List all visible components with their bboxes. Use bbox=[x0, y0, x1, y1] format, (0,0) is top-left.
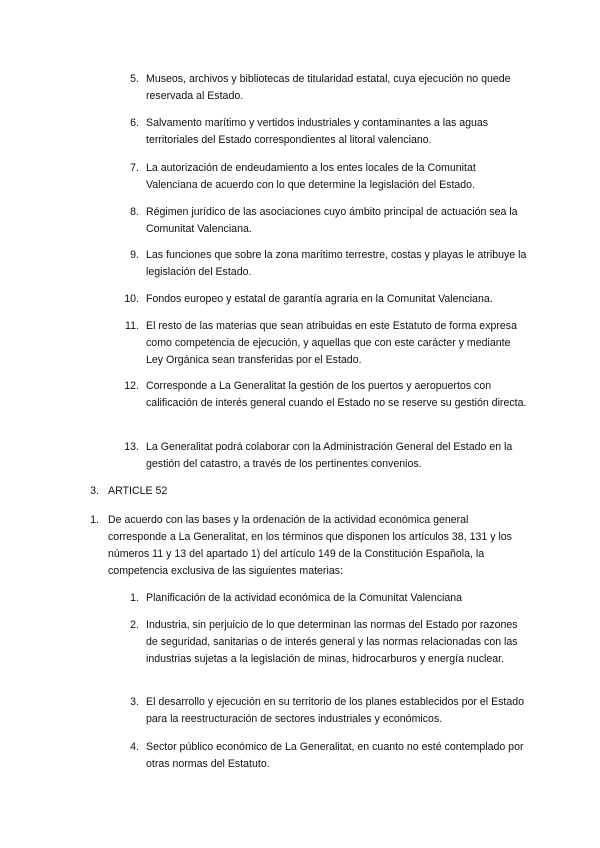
list-item bbox=[126, 160, 530, 194]
article-heading-number: 3. bbox=[90, 485, 99, 497]
list-item bbox=[126, 71, 530, 105]
list-item bbox=[126, 247, 530, 281]
list-item-text: Industria, sin perjuicio de lo que determinan las normas del Estado por razones de seguridad, sanitarias o de interés general y las normas relacionadas con las industrias sujetas a la legislación de minas, hidrocarburos y energía nuclear. bbox=[146, 619, 518, 665]
list-item-number: 12. bbox=[124, 380, 139, 392]
list-item-text: Sector público económico de La Generalitat, en cuanto no esté contemplado por otras normas del Estatuto. bbox=[146, 741, 524, 770]
list-item-text: Salvamento marítimo y vertidos industriales y contaminantes a las aguas territoriales del Estado correspondientes al litoral valenciano. bbox=[146, 117, 489, 146]
list-item-number: 9. bbox=[130, 249, 139, 261]
list-item-text: La Generalitat podrá colaborar con la Administración General del Estado en la gestión del catastro, a través de los pertinentes convenios. bbox=[146, 441, 513, 470]
list-item-number: 1. bbox=[130, 592, 139, 604]
list-item-number: 7. bbox=[130, 162, 139, 174]
article-heading bbox=[89, 483, 529, 500]
paragraph-number: 1. bbox=[90, 514, 99, 526]
list-item-number: 11. bbox=[125, 320, 139, 332]
list-item bbox=[123, 291, 530, 308]
list-item bbox=[126, 590, 530, 607]
list-item-number: 4. bbox=[130, 741, 139, 753]
article-heading-text: ARTICLE 52 bbox=[108, 485, 168, 497]
list-item-number: 5. bbox=[130, 73, 139, 85]
paragraph bbox=[89, 512, 529, 580]
list-item bbox=[126, 739, 530, 773]
list-item-text: Fondos europeo y estatal de garantía agraria en la Comunitat Valenciana. bbox=[146, 293, 493, 305]
list-item-text: El resto de las materias que sean atribuidas en este Estatuto de forma expresa como competencia de ejecución, y aquellas que con este carácter y mediante Ley Orgánica sean transferidas por el Estado. bbox=[146, 320, 517, 366]
list-item-number: 13. bbox=[124, 441, 139, 453]
paragraph-text: De acuerdo con las bases y la ordenación de la actividad económica general corresponde a La Generalitat, en los términos que disponen los artículos 38, 131 y los números 11 y 13 del apartado 1) del artículo 149 de la Constitución Española, la competencia exclusiva de las siguientes materias: bbox=[108, 514, 512, 577]
list-item bbox=[123, 378, 530, 412]
list-item-text: Planificación de la actividad económica de la Comunitat Valenciana bbox=[146, 592, 463, 604]
list-item bbox=[126, 694, 530, 728]
list-item-text: Corresponde a La Generalitat la gestión de los puertos y aeropuertos con calificación de interés general cuando el Estado no se reserve su gestión directa. bbox=[146, 380, 527, 409]
list-item bbox=[126, 115, 530, 149]
list-item bbox=[123, 439, 530, 473]
list-item bbox=[123, 318, 530, 369]
list-item-text: Museos, archivos y bibliotecas de titularidad estatal, cuya ejecución no quede reservada al Estado. bbox=[146, 73, 511, 102]
list-item-number: 3. bbox=[130, 696, 139, 708]
list-item-number: 6. bbox=[130, 117, 139, 129]
list-item-text: Las funciones que sobre la zona marítimo terrestre, costas y playas le atribuye la legislación del Estado. bbox=[146, 249, 527, 278]
list-item-number: 10. bbox=[124, 293, 139, 305]
list-item-number: 8. bbox=[130, 206, 139, 218]
list-item-number: 2. bbox=[130, 619, 139, 631]
list-item-text: Régimen jurídico de las asociaciones cuyo ámbito principal de actuación sea la Comunitat Valenciana. bbox=[146, 206, 518, 235]
list-item bbox=[126, 204, 530, 238]
list-item bbox=[126, 617, 530, 668]
list-item-text: El desarrollo y ejecución en su territorio de los planes establecidos por el Estado para la reestructuración de sectores industriales y económicos. bbox=[146, 696, 525, 725]
list-item-text: La autorización de endeudamiento a los entes locales de la Comunitat Valenciana de acuerdo con lo que determine la legislación del Estado. bbox=[146, 162, 476, 191]
